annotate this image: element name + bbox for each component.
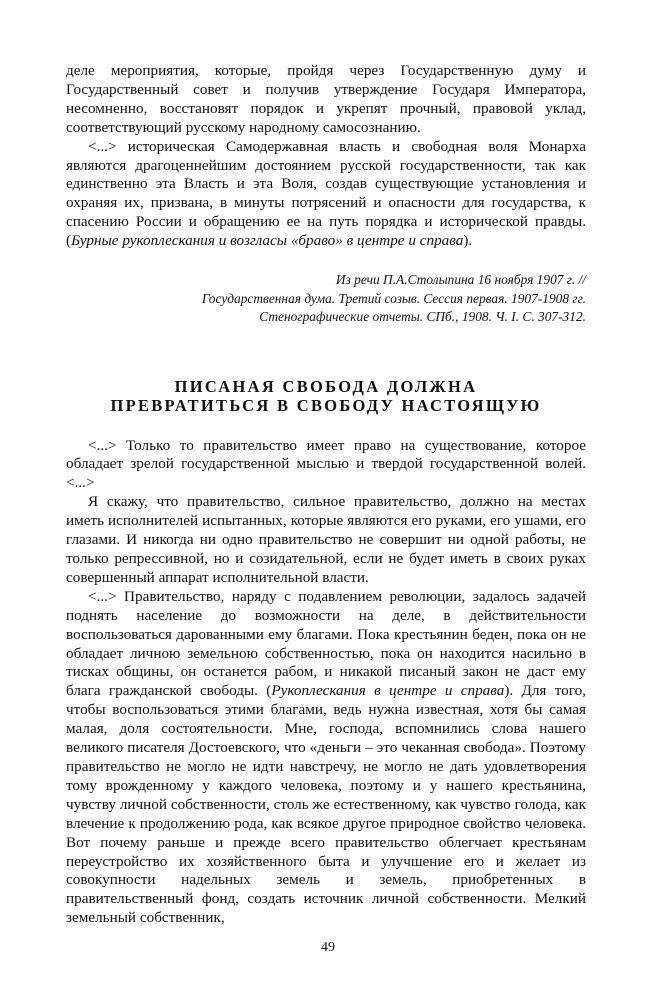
paragraph-autocracy-end: ). — [463, 232, 473, 250]
paragraph-autocracy — [66, 138, 586, 251]
page-number: 49 — [321, 940, 335, 955]
paragraph-intro: деле мероприятия, которые, пройдя через Государственную думу и Государственный совет и получив утверждение Государя Императора, несомненно, восстановят порядок и укрепят прочный, правовой уклад, соответствующий русскому народному самосознанию. — [66, 62, 586, 136]
heading-line-1: ПИСАНАЯ СВОБОДА ДОЛЖНА — [174, 376, 478, 396]
paragraph-property-part-1: <...> Правительство, наряду с подавлением революции, задалось задачей поднять население до возможности на деле, в действительности воспользоваться дарованными ему благами. Пока крестьянин беден, пока он не обладает личною земельною собственностью, пока он находится насильно в тисках общины, он останется рабом, и никакой писаный закон не даст ему блага гражданской свободы. ( — [66, 587, 586, 700]
source-line-3: Стенографические отчеты. СПб., 1908. Ч. I. С. 307-312. — [259, 309, 586, 325]
remark-applause-bravo: Бурные рукоплескания и возгласы «браво» в центре и справа — [71, 232, 464, 250]
paragraph-property-part-2: ). Для того, чтобы воспользоваться этими благами, ведь нужна известная, хотя бы самая малая, доля состоятельности. Мне, господа, вспомнились слова нашего великого писателя Достоевского, что «деньги – это чеканная свобода». Поэтому правительство не могло не идти навстречу, не могло не дать удовлетворения тому врожденному у каждого человека, поэтому и у нашего крестьянина, чувству личной собственности, столь же естественному, как чувство голода, как влечение к продолжению рода, как всякое другое природное свойство человека. Вот почему раньше и прежде всего правительство облегчает крестьянам переустройство их хозяйственного быта и улучшение его и желает из совокупности надельных земель и земель, приобретенных в правительственный фонд, создать источник личной собственности. Мелкий земельный собственник, — [66, 682, 586, 927]
remark-applause: Рукоплескания в центре и справа — [271, 682, 505, 700]
page-content — [66, 62, 586, 982]
section-heading — [66, 377, 586, 415]
paragraph-property — [66, 588, 586, 928]
paragraph-government-right: <...> Только то правительство имеет право на существование, которое обладает зрелой государственной мыслью и твердой государственной волей. <...> — [66, 436, 586, 492]
paragraph-autocracy-text: <...> историческая Самодержавная власть и свободная воля Монарха являются драгоценнейшим достоянием русской государственности, так как единственно эта Власть и эта Воля, создав существующие установления и охраняя их, призвана, в минуты потрясений и опасности для государства, к спасению России и обращению ее на путь порядка и исторической правды. ( — [66, 137, 586, 250]
source-citation — [66, 271, 586, 327]
paragraph-strong-government: Я скажу, что правительство, сильное правительство, должно на местах иметь исполнителей испытанных, которые являются его руками, его ушами, его глазами. И никогда ни одно правительство не совершит ни одной работы, не только репрессивной, но и созидательной, если не будет иметь в своих руках совершенный аппарат исполнительной власти. — [66, 493, 586, 586]
source-line-2: Государственная дума. Третий созыв. Сессия первая. 1907-1908 гг. — [201, 290, 586, 306]
source-line-1: Из речи П.А.Столыпина 16 ноября 1907 г. // — [335, 272, 586, 288]
heading-line-2: ПРЕВРАТИТЬСЯ В СВОБОДУ НАСТОЯЩУЮ — [110, 395, 542, 415]
